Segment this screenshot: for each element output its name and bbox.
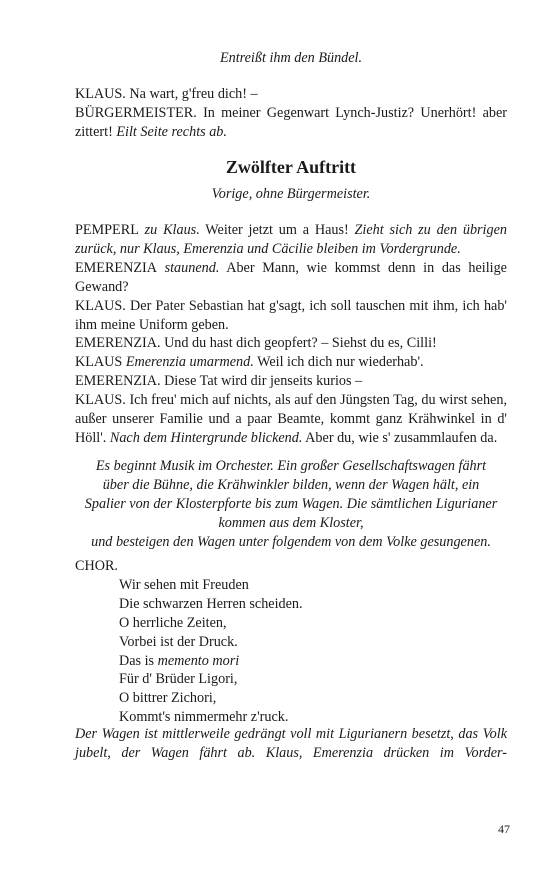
scene-title: Zwölfter Auftritt [225,157,357,177]
dialogue-line: KLAUS. Ich freu' mich auf nichts, als auf den Jüngsten Tag, du wirst sehen, außer unserer Familie und a paar Beamte, kommt ganz Krähwinkel in d' Höll'. Nach dem Hintergrunde blickend. Aber du, wie s' zusammlaufen da. [75,392,507,446]
chorus-label: CHOR. [75,558,118,574]
stage-direction-top: Entreißt ihm den Bündel. [219,50,363,66]
chorus-block [75,557,507,727]
dialogue-line: KLAUS Emerenzia umarmend. Weil ich dich nur wiederhab'. [75,354,424,371]
verse-line: Vorbei ist der Druck. [119,633,238,650]
dialogue-line: BÜRGERMEISTER. In meiner Gegenwart Lynch-Justiz? Unerhört! aber zittert! Eilt Seite rechts ab. [75,104,507,140]
verse-line: Kommt's nimmermehr z'ruck. [119,709,289,726]
dialogue-line: PEMPERL zu Klaus. Weiter jetzt um a Haus! Zieht sich zu den übrigen zurück, nur Klaus, Emerenzia und Cäcilie bleiben im Vordergrunde. [75,222,507,257]
dialogue-line: EMERENZIA. Diese Tat wird dir jenseits kurios – [75,373,363,390]
verse-line: O bittrer Zichori, [119,690,217,707]
dialogue-line: EMERENZIA. Und du hast dich geopfert? – Siehst du es, Cilli! [75,335,437,352]
verse-line: Wir sehen mit Freuden [119,576,249,593]
stage-direction-line: Spalier von der Klosterpforte bis zum Wagen. Die sämtlichen Ligurianer [84,495,498,512]
verse-line: Die schwarzen Herren scheiden. [119,595,303,612]
verse-line: Für d' Brüder Ligori, [119,671,238,688]
dialogue-line: KLAUS. Na wart, g'freu dich! – [75,86,258,102]
scene-subtitle: Vorige, ohne Bürgermeister. [211,186,371,202]
dialogue-line: KLAUS. Der Pater Sebastian hat g'sagt, ich soll tauschen mit ihm, ich hab' ihm meine Uniform geben. [75,297,507,333]
dialogue-block-1 [75,85,507,142]
stage-direction-line: Es beginnt Musik im Orchester. Ein großer Gesellschaftswagen fährt [95,458,487,474]
page-number: 47 [498,822,510,836]
stage-direction-line: und besteigen den Wagen unter folgendem von dem Volke gesungenen. [91,533,491,550]
stage-direction-wagon: Der Wagen ist mittlerweile gedrängt voll mit Ligurianern besetzt, das Volk jubelt, der Wagen fährt ab. Klaus, Emerenzia drücken im Vorder- [75,726,507,761]
verse-line: O herrliche Zeiten, [119,614,227,631]
dialogue-block-2 [75,221,507,448]
stage-direction-music [75,457,507,552]
verse-line: Das is memento mori [119,652,240,669]
stage-direction-line: über die Bühne, die Krähwinkler bilden, wenn der Wagen hält, ein [102,476,480,493]
stage-direction-line: kommen aus dem Kloster, [218,514,364,531]
dialogue-line: EMERENZIA staunend. Aber Mann, wie kommst denn in das heilige Gewand? [75,259,507,295]
